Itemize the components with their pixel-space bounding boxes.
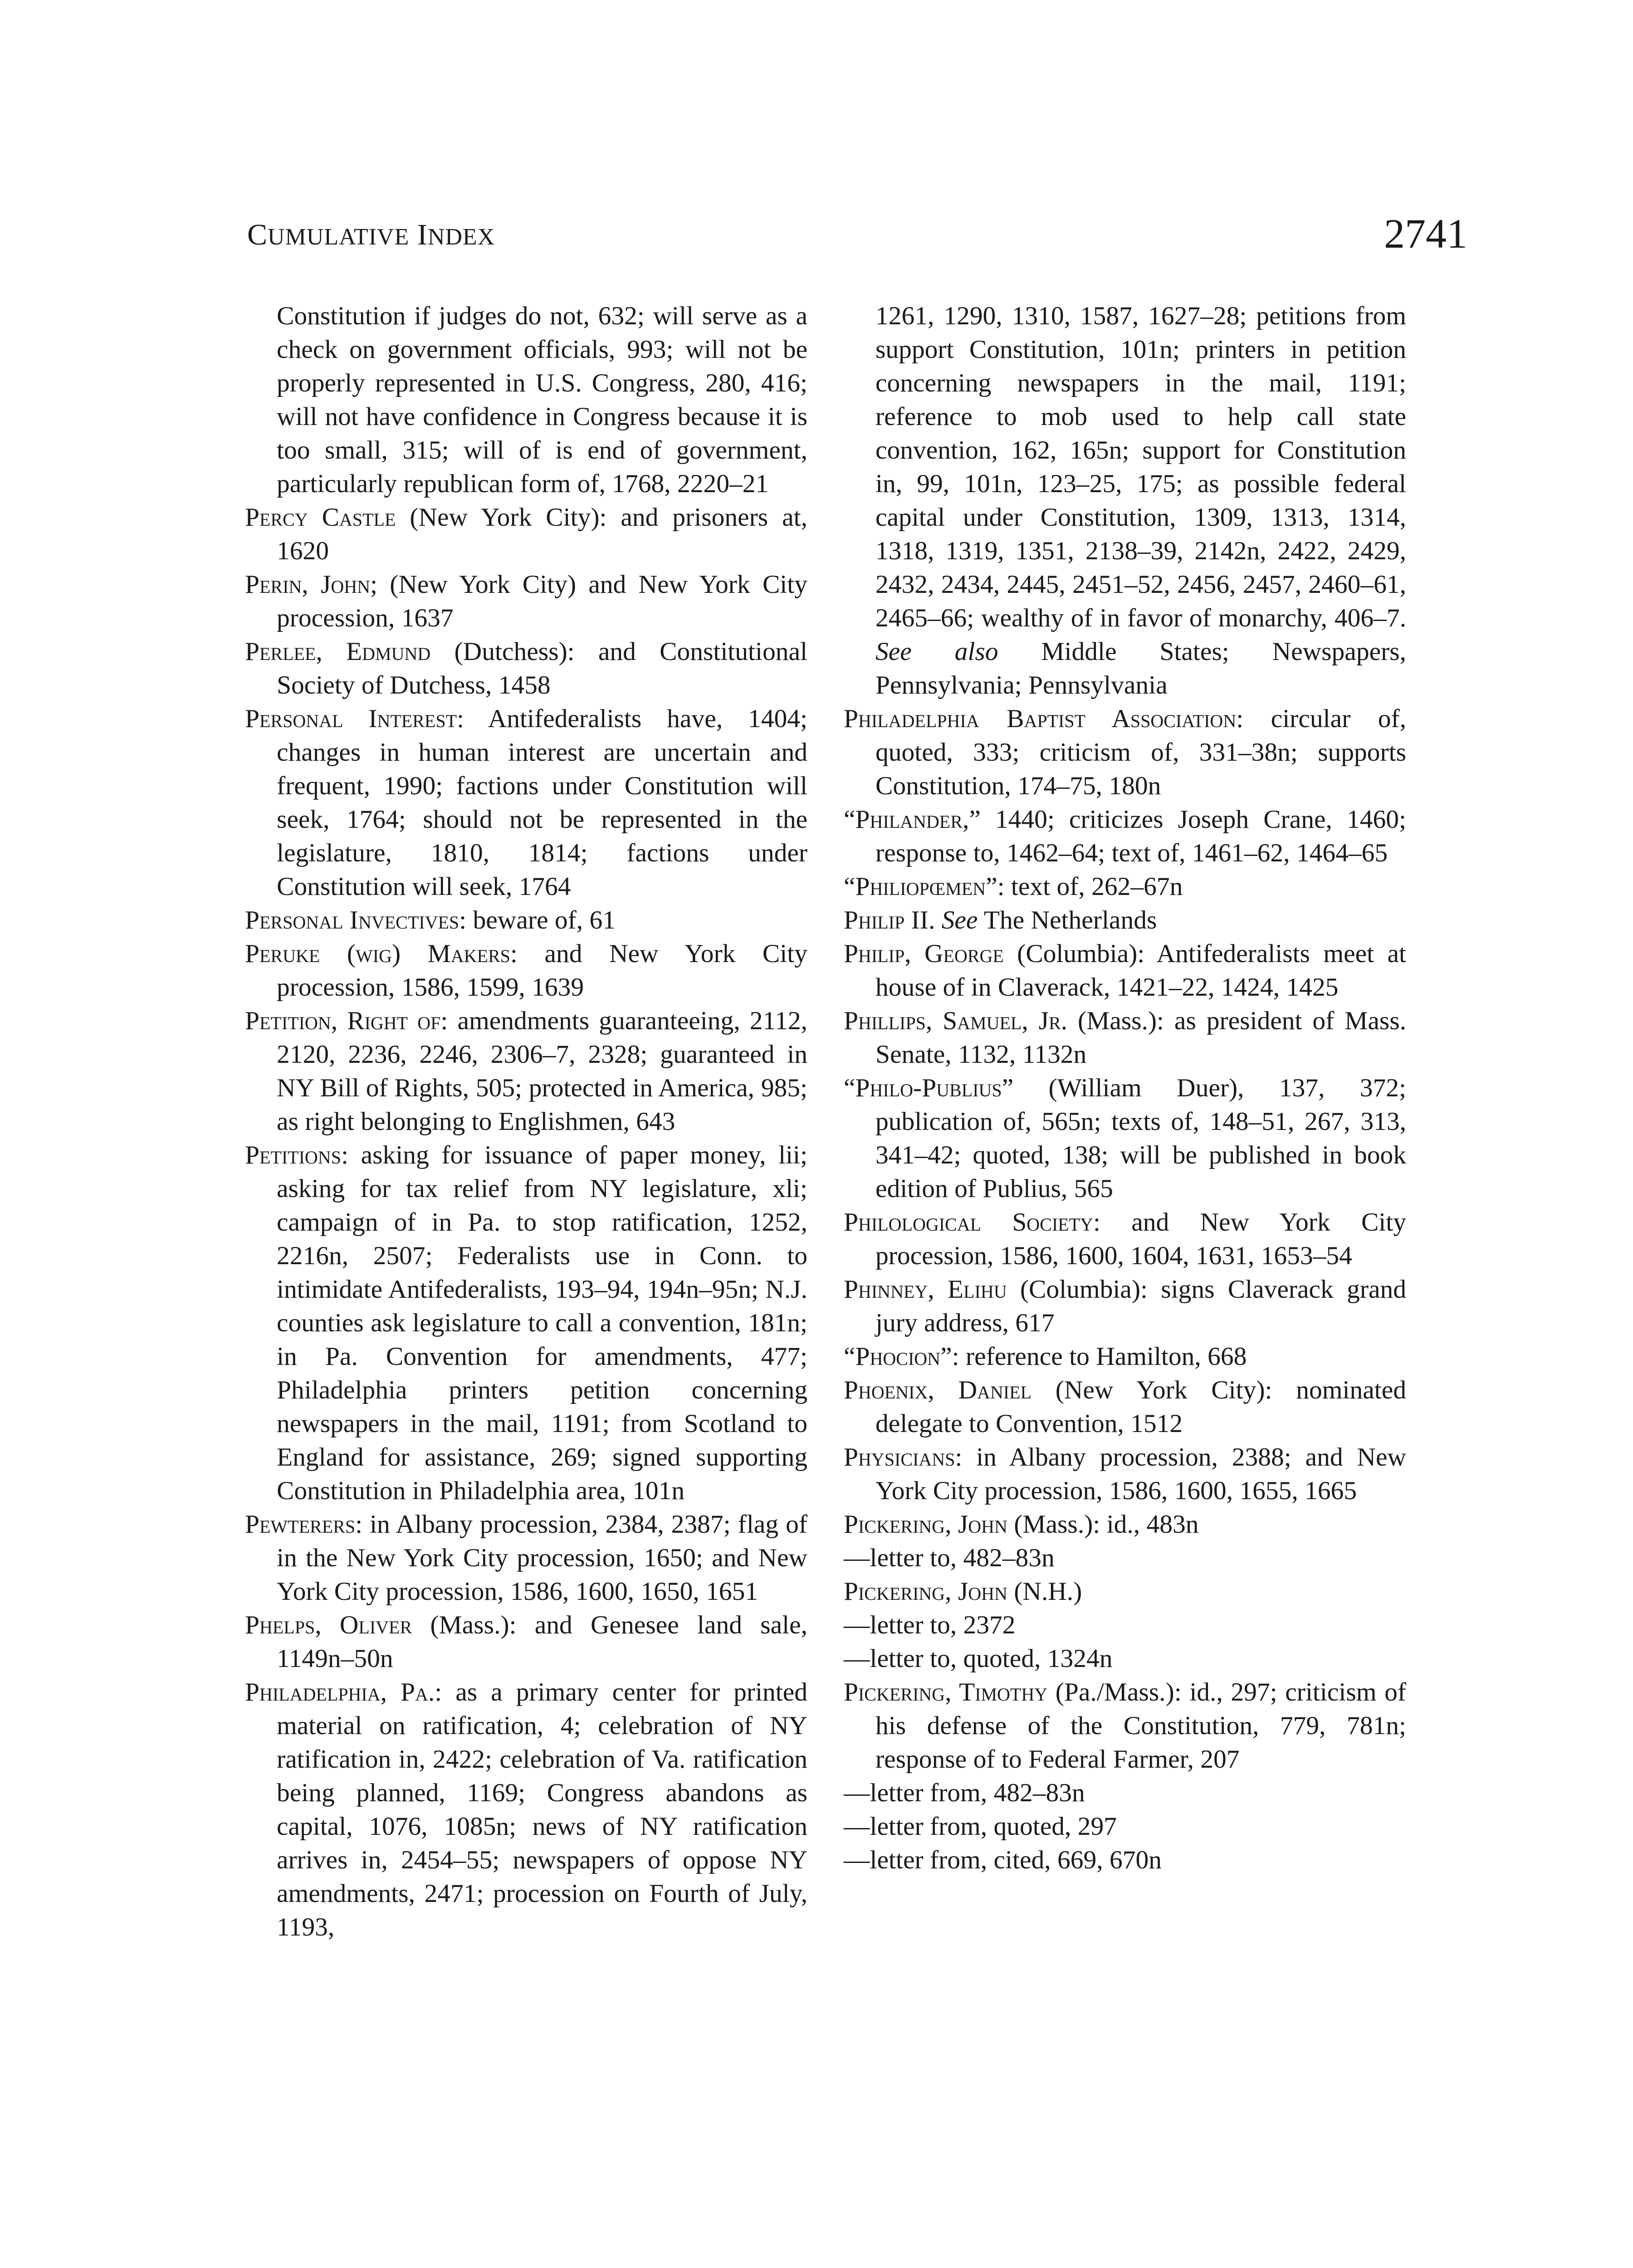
entry-text: “ [844, 1342, 856, 1371]
entry-text: (New York City): nominated delegate to Convention, 1512 [875, 1376, 1406, 1438]
index-entry [844, 1575, 1406, 1608]
cross-reference-label: See also [875, 637, 998, 666]
cross-reference-label: See [941, 906, 978, 934]
index-entry [245, 1004, 807, 1139]
index-entry [245, 904, 807, 937]
entry-text: The Netherlands [978, 906, 1157, 934]
entry-heading: Philip, George [844, 939, 1004, 968]
entry-heading: Phelps, Oliver [245, 1611, 412, 1639]
entry-heading: Peruke (wig) Makers [245, 939, 510, 968]
entry-heading: Phillips, Samuel, Jr. [844, 1007, 1068, 1035]
entry-heading: Pickering, Timothy [844, 1678, 1048, 1706]
entry-text: : Antifederalists have, 1404; changes in human interest are uncertain and frequent, 1990; factions under Constitution will seek, 1764; should not be represented in the legislature, 1810, 1814; factions under Constitution will seek, 1764 [277, 704, 807, 901]
entry-text: (Dutchess): and Constitutional Society of Dutchess, 1458 [277, 637, 807, 699]
entry-heading: Personal Invectives [245, 906, 460, 934]
index-subentry [844, 1843, 1406, 1877]
entry-text: —letter to, quoted, 1324n [844, 1644, 1113, 1673]
entry-text: —letter from, 482–83n [844, 1779, 1085, 1807]
entry-text: (Mass.): and Genesee land sale, 1149n–50n [277, 1611, 807, 1673]
index-entry [245, 635, 807, 702]
index-entry [844, 1071, 1406, 1206]
entry-text: . [928, 906, 942, 934]
entry-text: : in Albany procession, 2384, 2387; flag of in the New York City procession, 1650; and New York City procession, 1586, 1600, 1650, 1651 [277, 1510, 807, 1606]
index-entry [844, 1273, 1406, 1340]
entry-text: 1261, 1290, 1310, 1587, 1627–28; petitions from support Constitution, 101n; printers in petition concerning newspapers in the mail, 1191; reference to mob used to help call state convention, 162, 165n; support for Constitution in, 99, 101n, 123–25, 175; as possible federal capital under Constitution, 1309, 1313, 1314, 1318, 1319, 1351, 2138–39, 2142n, 2422, 2429, 2432, 2434, 2445, 2451–52, 2456, 2457, 2460–61, 2465–66; wealthy of in favor of monarchy, 406–7. [875, 302, 1406, 632]
entry-heading: Personal Interest [245, 704, 457, 733]
title-initial-c: C [247, 218, 268, 251]
right-column [844, 299, 1406, 1877]
entry-heading: Phinney, Elihu [844, 1275, 1007, 1304]
index-entry [844, 803, 1406, 870]
entry-text: ” (William Duer), 137, 372; publication of, 565n; texts of, 148–51, 267, 313, 341–42; quoted, 138; will be published in book edition of Publius, 565 [875, 1074, 1406, 1203]
entry-text: (Columbia): signs Claverack grand jury address, 617 [875, 1275, 1406, 1337]
index-entry [844, 870, 1406, 904]
entry-heading: Perin, John [245, 570, 370, 599]
entry-heading: Philadelphia, Pa. [245, 1678, 435, 1706]
entry-text: “ [844, 1074, 856, 1102]
entry-heading: Philiopœmen [855, 872, 986, 901]
index-entry [844, 1004, 1406, 1071]
entry-text: ,” 1440; criticizes Joseph Crane, 1460; response to, 1462–64; text of, 1461–62, 1464–65 [875, 805, 1406, 867]
index-entry [245, 501, 807, 568]
entry-heading: Philo-Publius [855, 1074, 1002, 1102]
entry-heading: Pickering, John [844, 1577, 1007, 1606]
entry-heading: Philadelphia Baptist Association [844, 704, 1237, 733]
entry-text: : beware of, 61 [459, 906, 616, 934]
index-entry [844, 904, 1406, 937]
entry-heading: Phoenix, Daniel [844, 1376, 1032, 1404]
entry-text: Constitution if judges do not, 632; will serve as a check on government officials, 993; will not be properly represented in U.S. Congress, 280, 416; will not have confidence in Congress because it is too small, 315; will of is end of government, particularly republican form of, 1768, 2220–21 [277, 302, 807, 498]
entry-text: : and New York City procession, 1586, 1599, 1639 [277, 939, 807, 1002]
running-head [247, 210, 1467, 268]
entry-heading: Philip II [844, 906, 929, 934]
entry-text: (N.H.) [1007, 1577, 1082, 1606]
left-column [245, 299, 807, 1944]
page-number: 2741 [1384, 210, 1467, 257]
entry-text: “ [844, 805, 856, 834]
index-subentry [844, 1642, 1406, 1676]
index-entry [245, 1508, 807, 1608]
index-entry [245, 1608, 807, 1676]
index-subentry [844, 1541, 1406, 1575]
index-subentry [844, 1810, 1406, 1843]
entry-text: —letter from, cited, 669, 670n [844, 1846, 1162, 1874]
entry-text: (Columbia): Antifederalists meet at house of in Claverack, 1421–22, 1424, 1425 [875, 939, 1406, 1002]
title-word-umulative: UMULATIVE [268, 224, 410, 250]
title-initial-i: I [417, 218, 428, 251]
entry-text: : amendments guaranteeing, 2112, 2120, 2236, 2246, 2306–7, 2328; guaranteed in NY Bill of Rights, 505; protected in America, 985; as right belonging to Englishmen, 643 [277, 1007, 807, 1136]
index-entry [245, 937, 807, 1004]
index-entry-continuation [844, 299, 1406, 702]
entry-heading: Petition, Right of [245, 1007, 441, 1035]
index-entry [245, 1676, 807, 1944]
entry-heading: Perlee, Edmund [245, 637, 431, 666]
entry-text: “ [844, 872, 856, 901]
entry-text: Middle States; Newspapers, Pennsylvania; Pennsylvania [875, 637, 1406, 699]
entry-heading: Phocion [855, 1342, 941, 1371]
entry-text: : circular of, quoted, 333; criticism of, 331–38n; supports Constitution, 174–75, 180n [875, 704, 1407, 800]
entry-heading: Petitions [245, 1141, 341, 1169]
index-subentry [844, 1608, 1406, 1642]
entry-text: : in Albany procession, 2388; and New York City procession, 1586, 1600, 1655, 1665 [875, 1443, 1406, 1505]
index-entry [844, 1340, 1406, 1374]
entry-text: : and New York City procession, 1586, 1600, 1604, 1631, 1653–54 [875, 1208, 1407, 1270]
entry-text: ”: reference to Hamilton, 668 [940, 1342, 1247, 1371]
index-entry [245, 1139, 807, 1508]
entry-heading: Pickering, John [844, 1510, 1007, 1539]
index-subentry [844, 1776, 1406, 1810]
entry-text: (Mass.): id., 483n [1007, 1510, 1199, 1539]
index-entry [844, 937, 1406, 1004]
entry-text: (Mass.): as president of Mass. Senate, 1132, 1132n [875, 1007, 1407, 1069]
title-word-ndex: NDEX [427, 224, 495, 250]
entry-heading: Philander [855, 805, 963, 834]
running-head-title [247, 218, 495, 252]
index-entry [844, 1676, 1406, 1776]
entry-text: —letter to, 482–83n [844, 1544, 1055, 1572]
index-entry-continuation [245, 299, 807, 501]
entry-text: —letter from, quoted, 297 [844, 1812, 1117, 1841]
entry-text: ; (New York City) and New York City procession, 1637 [277, 570, 807, 632]
index-entry [245, 568, 807, 635]
entry-text: : as a primary center for printed material on ratification, 4; celebration of NY ratification in, 2422; celebration of Va. ratification being planned, 1169; Congress abandons as capital, 1076, 1085n; news of NY ratification arrives in, 2454–55; newspapers of oppose NY amendments, 2471; procession on Fourth of July, 1193, [277, 1678, 807, 1941]
entry-heading: Percy Castle [245, 503, 396, 532]
index-entry [245, 702, 807, 904]
index-entry [844, 1441, 1406, 1508]
entry-text: (New York City): and prisoners at, 1620 [277, 503, 807, 565]
entry-heading: Philological Society [844, 1208, 1093, 1237]
entry-text: —letter to, 2372 [844, 1611, 1016, 1639]
entry-text: : asking for issuance of paper money, lii; asking for tax relief from NY legislature, xli; campaign of in Pa. to stop ratification, 1252, 2216n, 2507; Federalists use in Conn. to intimidate Antifederalists, 193–94, 194n–95n; N.J. counties ask legislature to call a convention, 181n; in Pa. Convention for amendments, 477; Philadelphia printers petition concerning newspapers in the mail, 1191; from Scotland to England for assistance, 269; signed supporting Constitution in Philadelphia area, 101n [277, 1141, 807, 1505]
entry-heading: Pewterers [245, 1510, 356, 1539]
index-entry [844, 702, 1406, 803]
index-entry [844, 1206, 1406, 1273]
entry-text: (Pa./Mass.): id., 297; criticism of his defense of the Constitution, 779, 781n; response of to Federal Farmer, 207 [875, 1678, 1406, 1774]
entry-text: ”: text of, 262–67n [986, 872, 1183, 901]
index-entry [844, 1374, 1406, 1441]
entry-heading: Physicians [844, 1443, 955, 1471]
index-entry [844, 1508, 1406, 1541]
